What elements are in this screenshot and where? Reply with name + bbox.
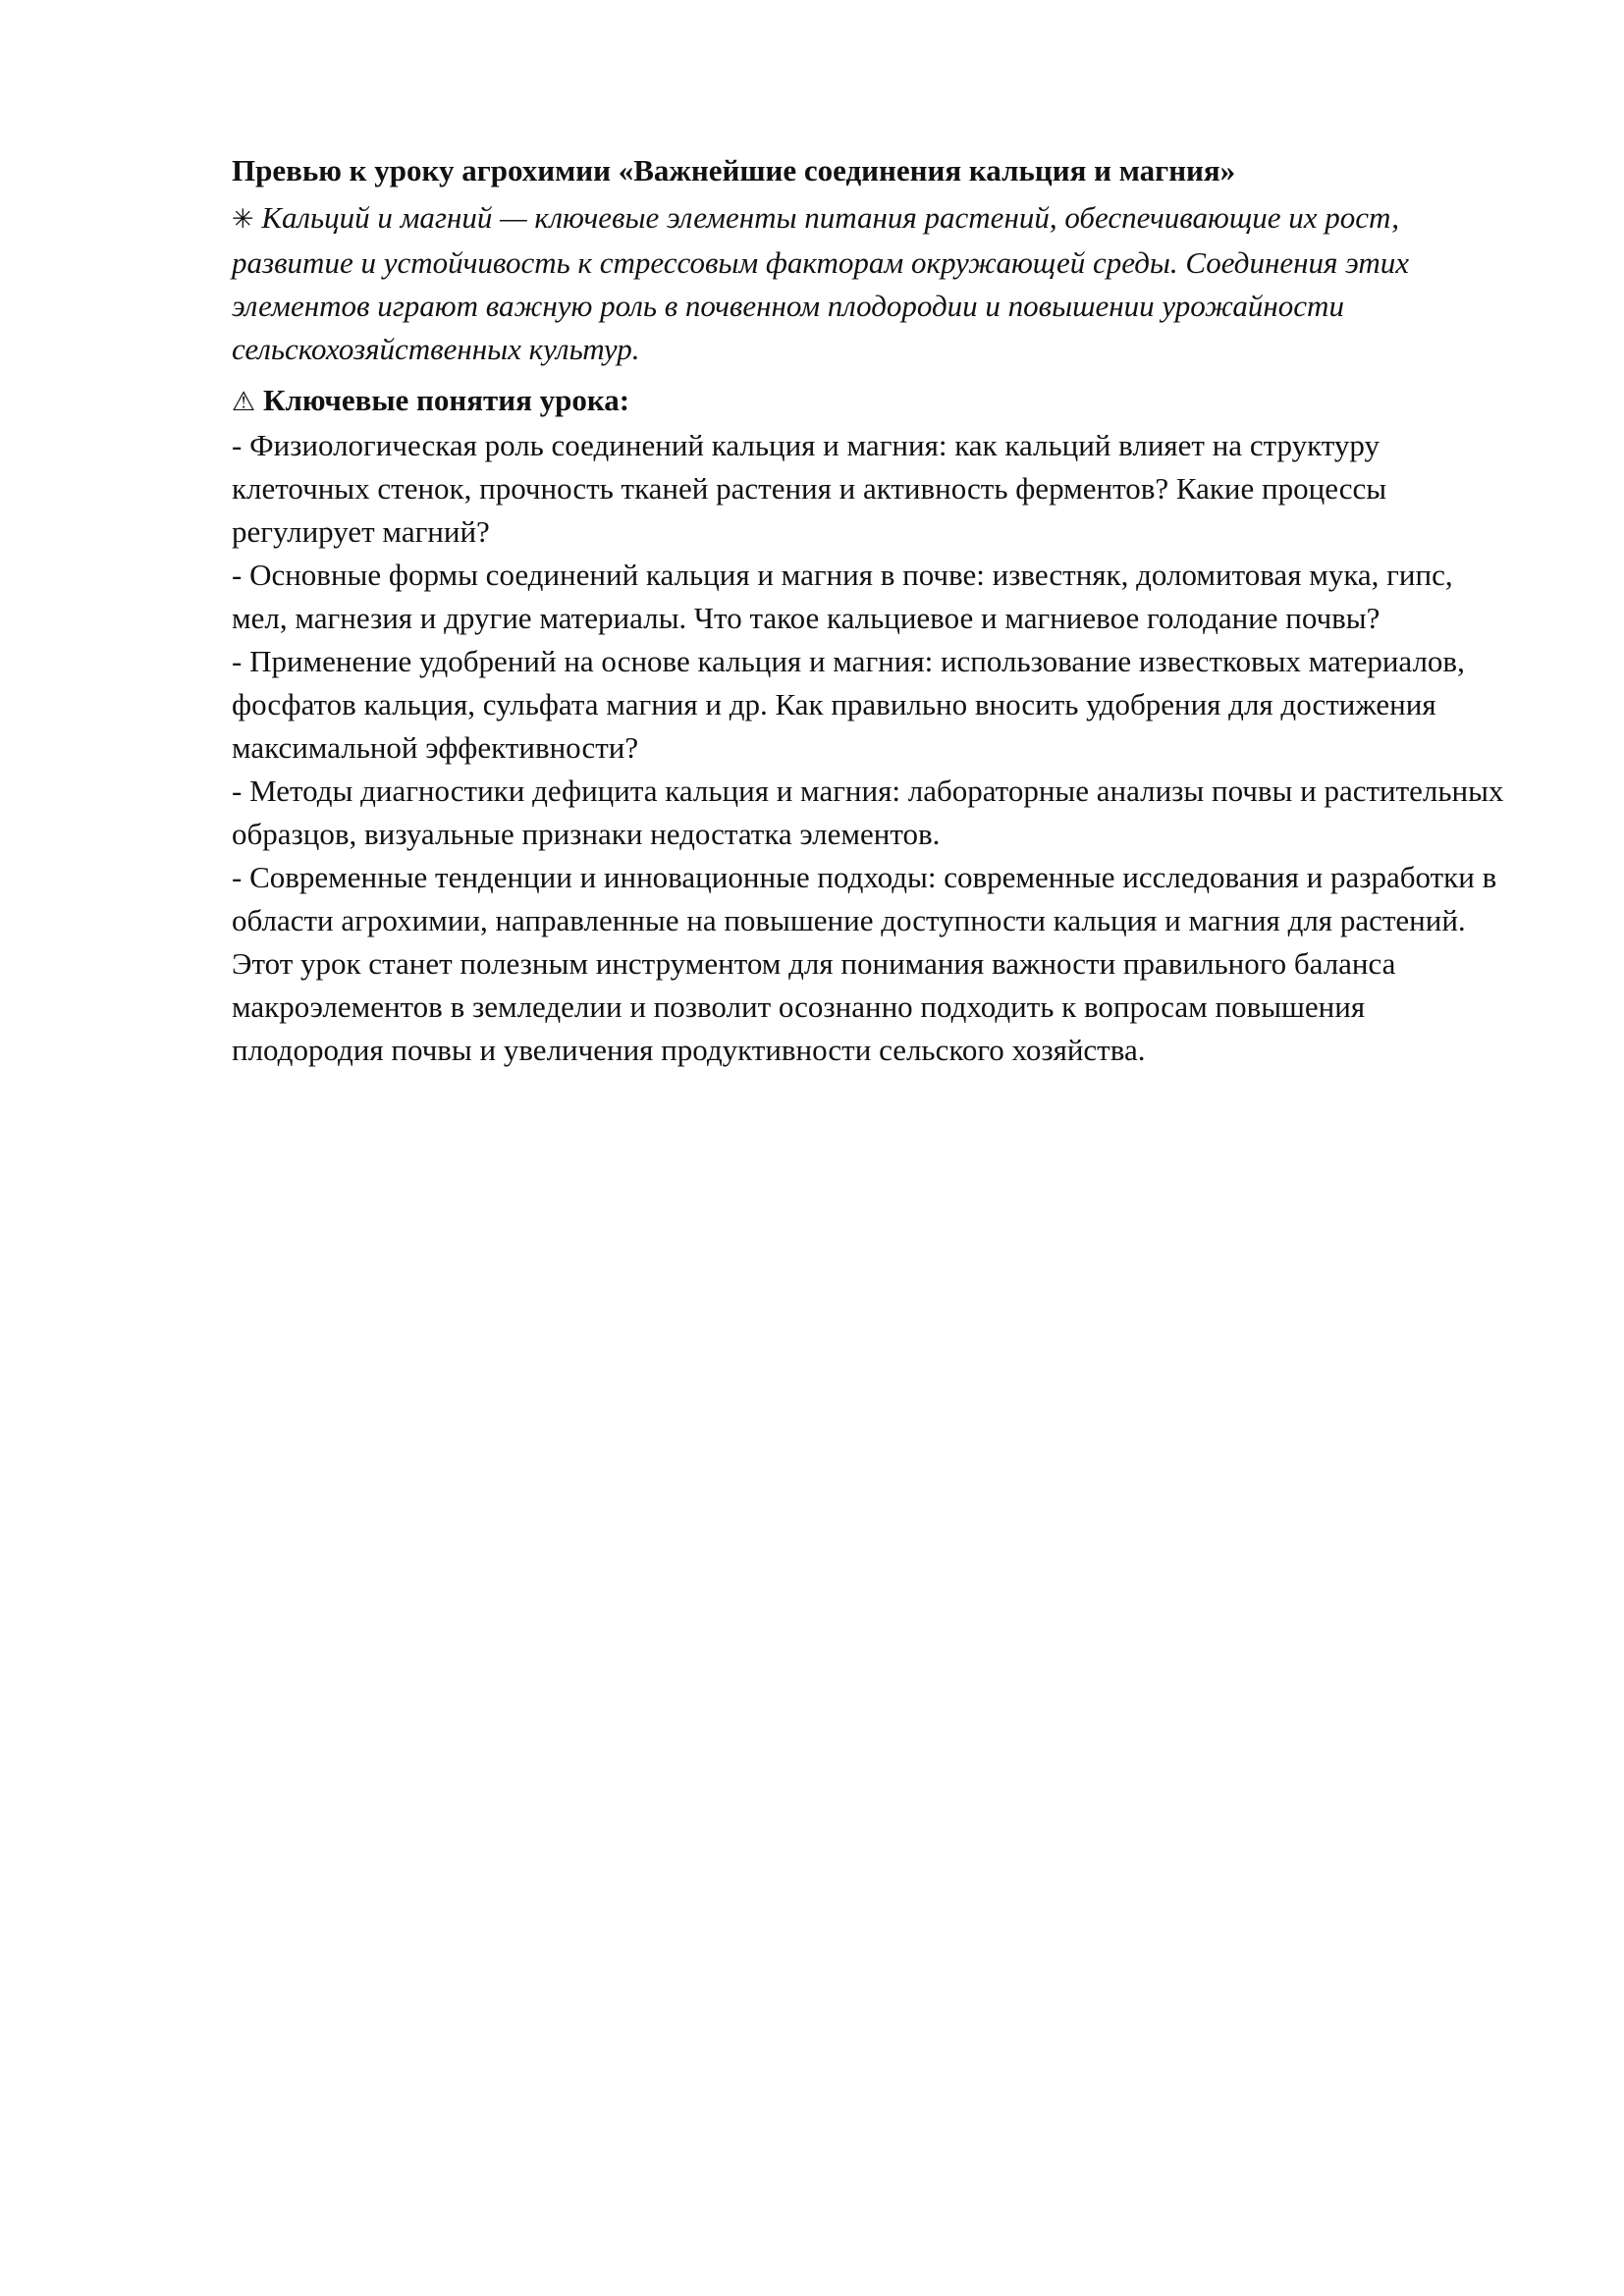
intro-text: Кальций и магний — ключевые элементы питания растений, обеспечивающие их рост, развитие и устойчивость к стрессовым факторам окружающей среды. Соединения этих элементов играют важную роль в почвенном плодородии и повышении урожайности сельскохозяйственных культур. (232, 200, 1410, 366)
document-body (232, 149, 1508, 1072)
sparkle-icon: ✳ (232, 204, 254, 235)
intro-paragraph (232, 196, 1508, 371)
concepts-heading (232, 379, 1508, 424)
warning-icon: ⚠ (232, 387, 256, 417)
concepts-heading-text: Ключевые понятия урока: (255, 383, 630, 417)
concept-item: - Методы диагностики дефицита кальция и магния: лабораторные анализы почвы и растительных образцов, визуальные признаки недостатка элементов. (232, 774, 1504, 851)
concept-item: - Современные тенденции и инновационные подходы: современные исследования и разработки в области агрохимии, направленные на повышение доступности кальция и магния для растений. (232, 860, 1497, 937)
conclusion-paragraph: Этот урок станет полезным инструментом для понимания важности правильного баланса макроэлементов в земледелии и позволит осознанно подходить к вопросам повышения плодородия почвы и увеличения продуктивности сельского хозяйства. (232, 946, 1396, 1067)
concept-item: - Применение удобрений на основе кальция и магния: использование известковых материалов, фосфатов кальция, сульфата магния и др. Как правильно вносить удобрения для достижения максимальной эффективности? (232, 644, 1465, 765)
document-title: Превью к уроку агрохимии «Важнейшие соединения кальция и магния» (232, 153, 1236, 187)
concept-item: - Основные формы соединений кальция и магния в почве: известняк, доломитовая мука, гипс, мел, магнезия и другие материалы. Что такое кальциевое и магниевое голодание почвы? (232, 558, 1453, 635)
concept-item: - Физиологическая роль соединений кальция и магния: как кальций влияет на структуру клеточных стенок, прочность тканей растения и активность ферментов? Какие процессы регулирует магний? (232, 428, 1387, 549)
